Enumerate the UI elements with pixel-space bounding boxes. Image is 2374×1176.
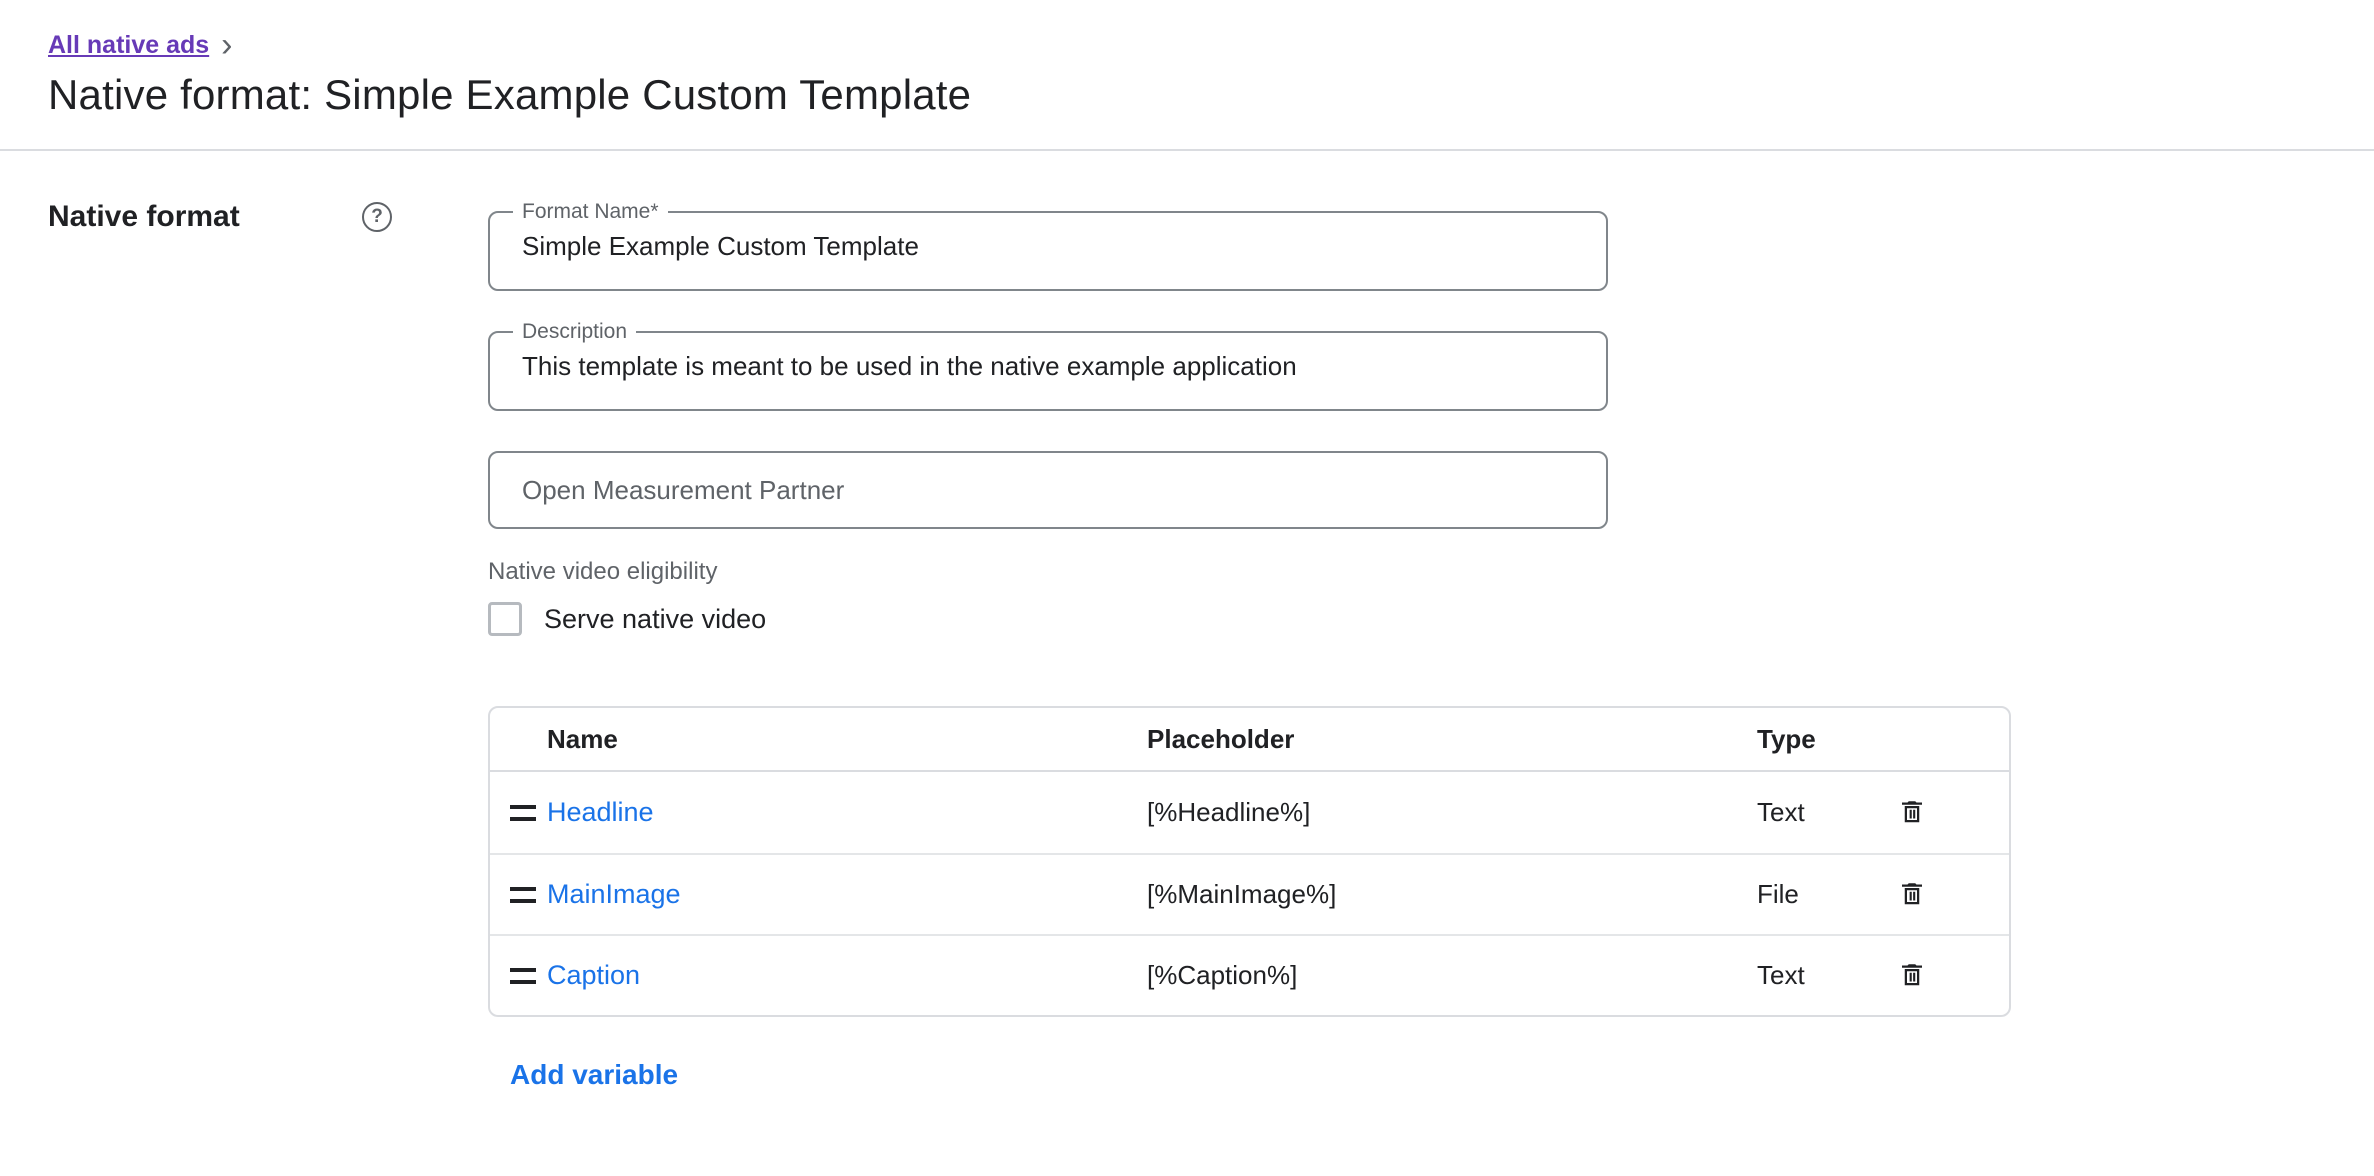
delete-variable-button[interactable] <box>1892 793 1932 833</box>
main-content <box>0 151 2374 1091</box>
variable-link-caption[interactable]: Caption <box>547 960 641 990</box>
variable-link-mainimage[interactable]: MainImage <box>547 879 681 909</box>
type-cell: File <box>1757 879 1799 909</box>
trash-icon <box>1897 878 1927 911</box>
drag-handle-icon[interactable] <box>510 805 536 821</box>
open-measurement-field <box>488 451 1608 529</box>
table-row-caption <box>490 934 2009 1015</box>
delete-variable-button[interactable] <box>1892 956 1932 996</box>
drag-handle-icon[interactable] <box>510 887 536 903</box>
description-label: Description <box>522 320 628 343</box>
serve-native-video-label[interactable]: Serve native video <box>544 603 767 634</box>
table-row-mainimage <box>490 853 2009 934</box>
variable-link-headline[interactable]: Headline <box>547 797 654 827</box>
serve-native-video-checkbox[interactable] <box>488 602 522 636</box>
variables-table-header <box>490 708 2009 772</box>
native-format-form <box>488 199 2011 1091</box>
page-header <box>0 0 2374 151</box>
open-measurement-input[interactable] <box>490 475 1606 506</box>
drag-handle-icon[interactable] <box>510 968 536 984</box>
column-header-name: Name <box>547 723 618 754</box>
section-heading: Native format <box>48 200 240 233</box>
format-name-field <box>488 199 1608 291</box>
native-video-eligibility-label: Native video eligibility <box>488 558 718 585</box>
chevron-right-icon: › <box>221 26 233 64</box>
description-field <box>488 319 1608 411</box>
placeholder-cell: [%Headline%] <box>1147 797 1311 827</box>
trash-icon <box>1897 959 1927 992</box>
variables-table <box>488 706 2011 1017</box>
format-name-input[interactable] <box>510 225 1566 280</box>
trash-icon <box>1897 796 1927 829</box>
serve-native-video-row <box>488 599 2011 639</box>
description-input[interactable] <box>510 345 1566 400</box>
breadcrumb-link-all-native-ads[interactable]: All native ads <box>48 31 210 59</box>
help-icon[interactable]: ? <box>362 202 392 232</box>
placeholder-cell: [%Caption%] <box>1147 960 1298 990</box>
page-title: Native format: Simple Example Custom Template <box>48 71 972 118</box>
type-cell: Text <box>1757 960 1805 990</box>
type-cell: Text <box>1757 797 1805 827</box>
placeholder-cell: [%MainImage%] <box>1147 879 1337 909</box>
column-header-type: Type <box>1757 723 1816 754</box>
table-row-headline <box>490 772 2009 853</box>
format-name-label: Format Name* <box>522 200 659 223</box>
breadcrumb <box>48 26 2326 64</box>
column-header-placeholder: Placeholder <box>1147 723 1295 754</box>
add-variable-button[interactable]: Add variable <box>510 1059 679 1090</box>
section-label-column <box>48 199 488 1091</box>
delete-variable-button[interactable] <box>1892 875 1932 915</box>
